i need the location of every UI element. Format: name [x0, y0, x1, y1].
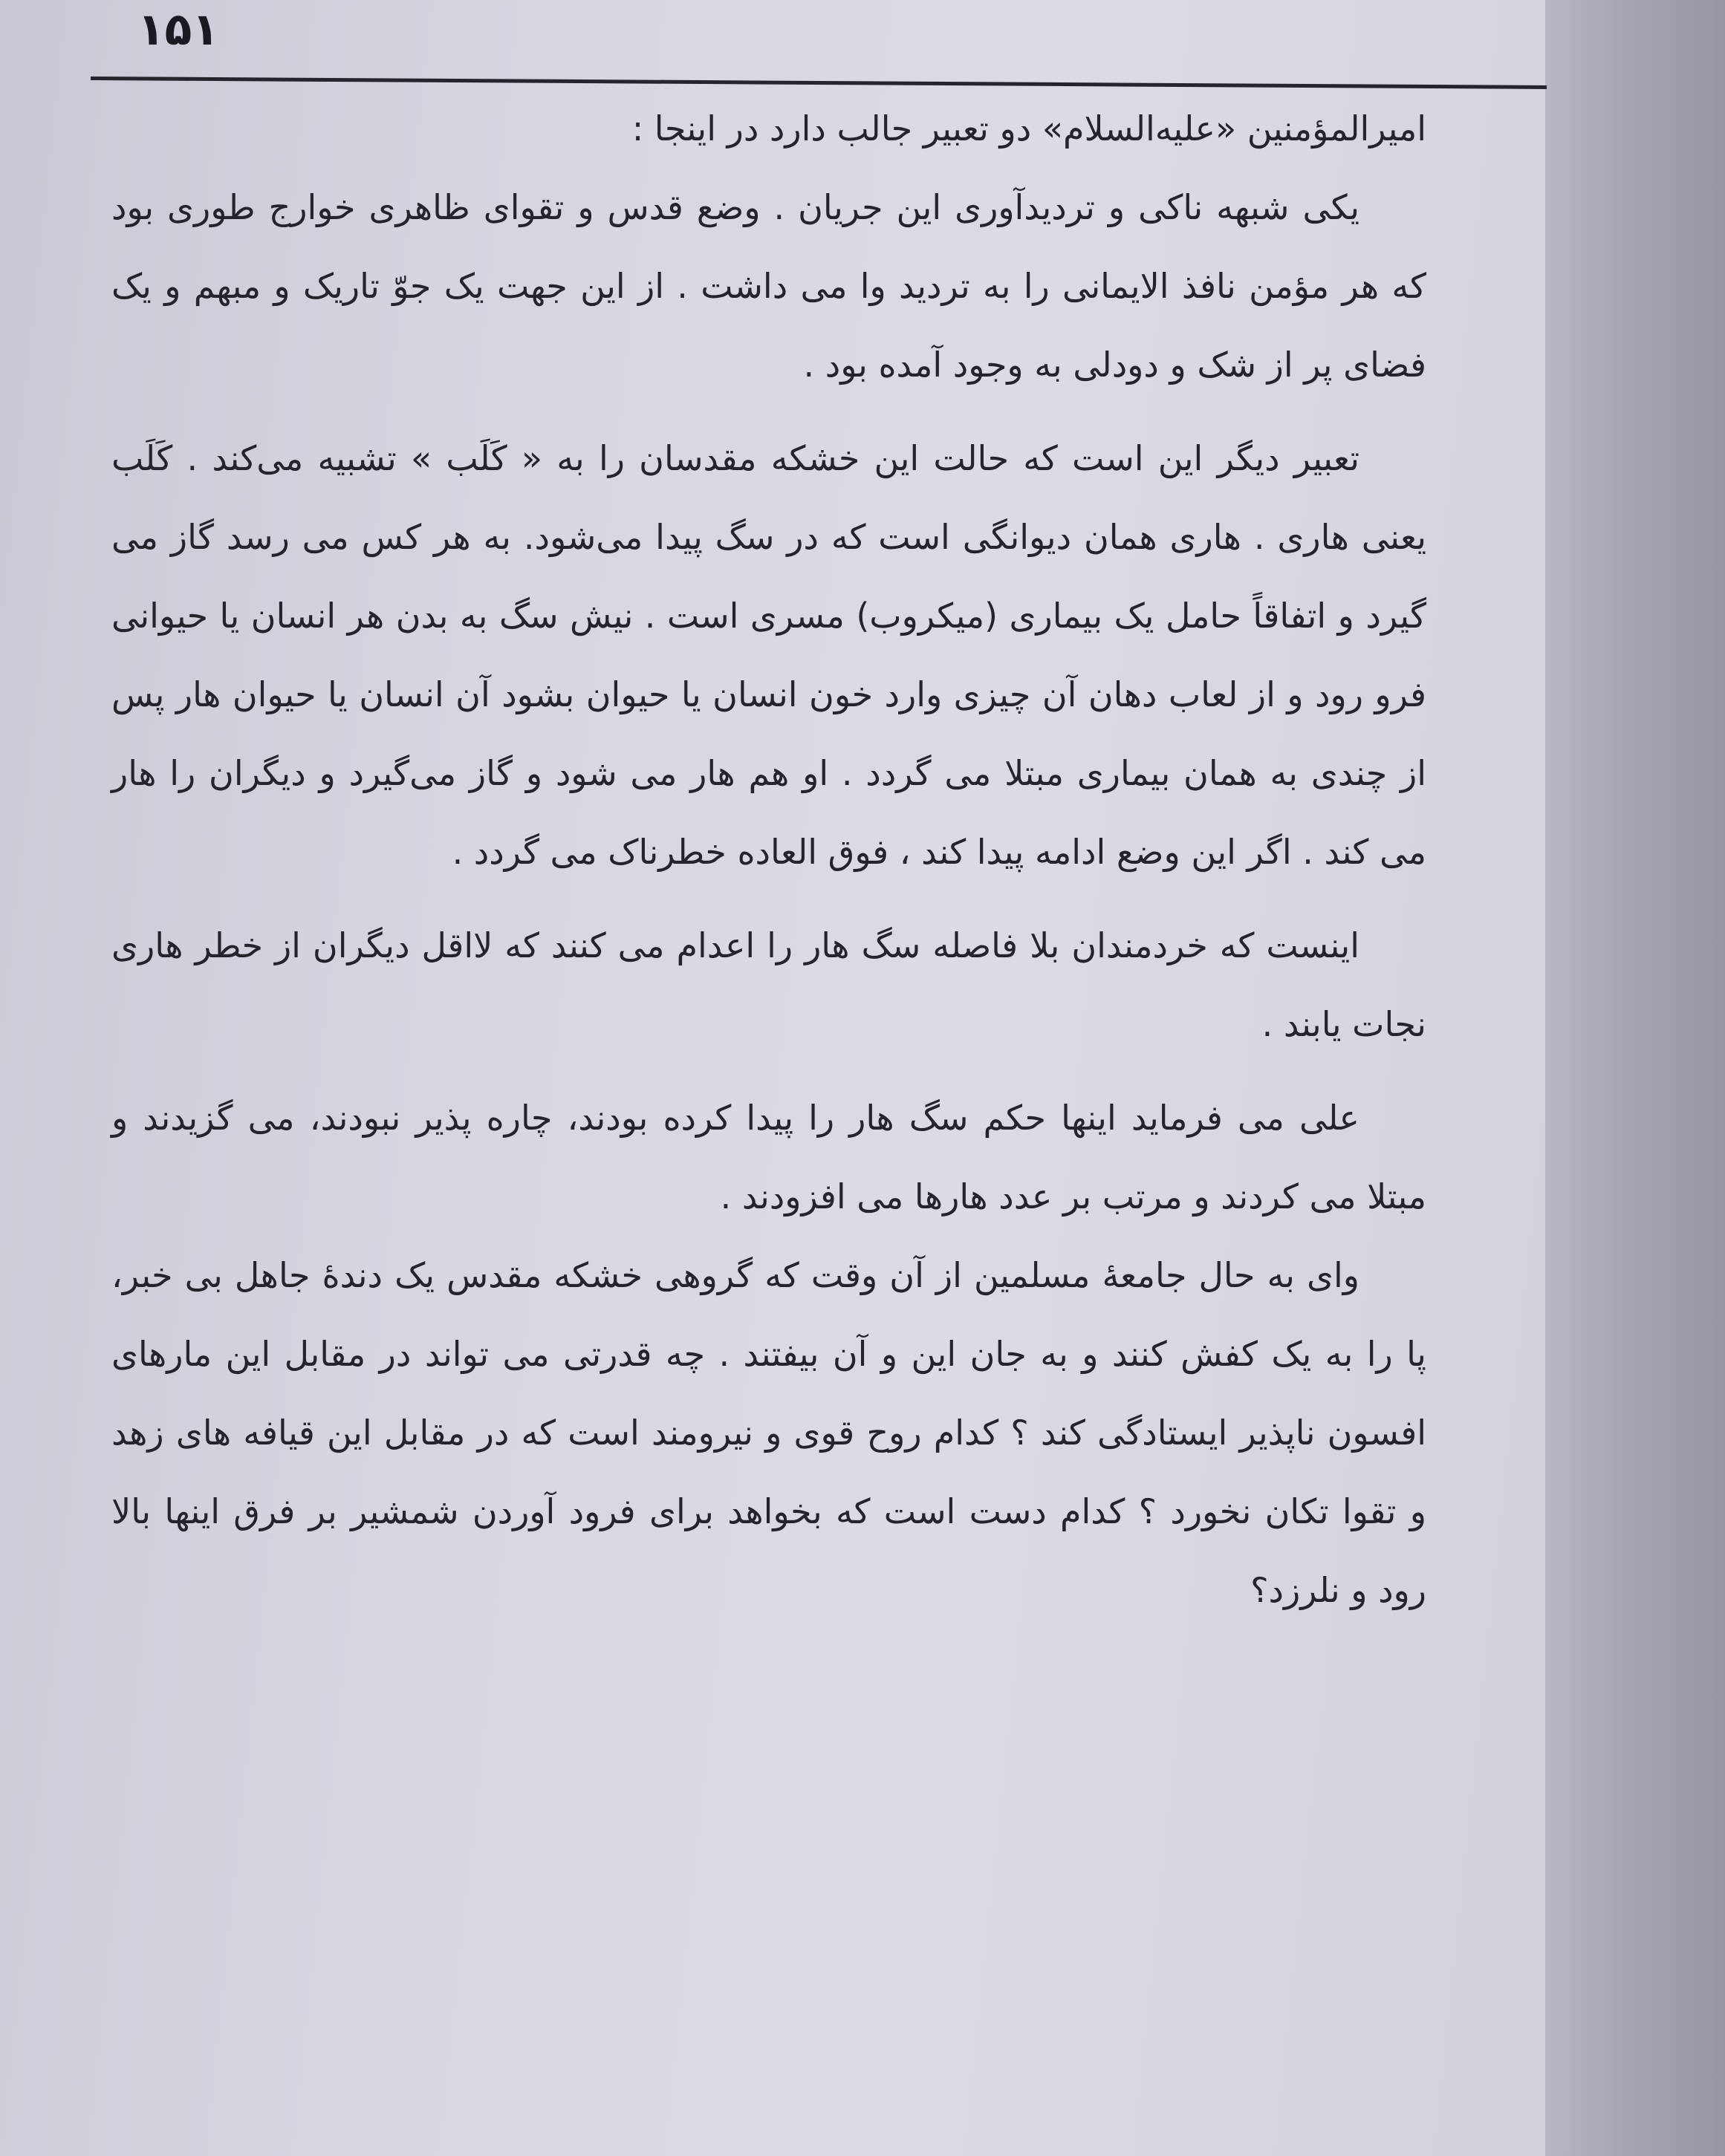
paragraph-6: وای به حال جامعهٔ مسلمین از آن وقت که گروهی خشکه مقدس یک دندهٔ جاهل بی خبر، پا را به یک کفش کنند و به جان این و آن بیفتند . چه قدرتی می تواند در مقابل این مارهای افسون ناپذیر ایستادگی کند ؟ کدام روح قوی و نیرومند است که در مقابل این قیافه های زهد و تقوا تکان نخورد ؟ کدام دست است که بخواهد برای فرود آوردن شمشیر بر فرق اینها بالا رود و نلرزد؟: [111, 1255, 1426, 1610]
body-text: [111, 89, 1426, 1629]
paragraph-2: یکی شبهه ناکی و تردیدآوری این جریان . وضع قدس و تقوای ظاهری خوارج طوری بود که هر مؤمن نافذ الایمانی را به تردید وا می داشت . از این جهت یک جوّ تاریک و مبهم و یک فضای پر از شک و دودلی به وجود آمده بود .: [111, 187, 1426, 385]
page-edge-shadow: [1545, 0, 1725, 2156]
paragraph-4: اینست که خردمندان بلا فاصله سگ هار را اعدام می کنند که لااقل دیگران از خطر هاری نجات یابند .: [111, 925, 1426, 1044]
paragraph-1: امیرالمؤمنین «علیه‌السلام» دو تعبیر جالب دارد در اینجا :: [631, 108, 1426, 149]
paragraph-3: تعبیر دیگر این است که حالت این خشکه مقدسان را به « کَلَب » تشبیه می‌کند . کَلَب یعنی هاری . هاری همان دیوانگی است که در سگ پیدا می‌شود. به هر کس می رسد گاز می گیرد و اتفاقاً حامل یک بیماری (میکروب) مسری است . نیش سگ به بدن هر انسان یا حیوانی فرو رود و از لعاب دهان آن چیزی وارد خون انسان یا حیوان بشود آن انسان یا حیوان هار پس از چندی به همان بیماری مبتلا می گردد . او هم هار می شود و گاز می‌گیرد و دیگران را هار می کند . اگر این وضع ادامه پیدا کند ، فوق العاده خطرناک می گردد .: [111, 438, 1426, 872]
paragraph-5: علی می فرماید اینها حکم سگ هار را پیدا کرده بودند، چاره پذیر نبودند، می گزیدند و مبتلا می کردند و مرتب بر عدد هارها می افزودند .: [111, 1098, 1426, 1217]
page-number: ۱۵۱: [137, 4, 219, 56]
